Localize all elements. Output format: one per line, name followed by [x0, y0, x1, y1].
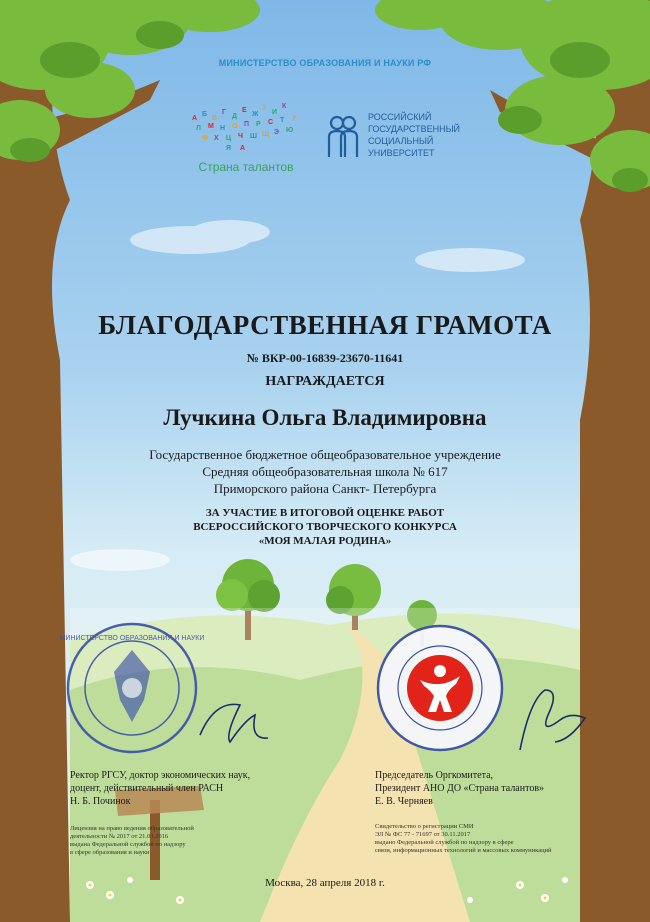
svg-text:Д: Д — [232, 113, 237, 120]
svg-text:Х: Х — [214, 135, 219, 142]
svg-text:Л: Л — [196, 125, 201, 132]
registration-line: ЭЛ № ФС 77 - 71697 от 30.11.2017 — [375, 831, 471, 838]
license-line: выдана Федеральной службой по надзору — [70, 841, 186, 848]
rector-line: Ректор РГСУ, доктор экономических наук, — [70, 770, 251, 781]
reason-line: ВСЕРОССИЙСКОГО ТВОРЧЕСКОГО КОНКУРСА — [193, 521, 457, 533]
svg-text:И: И — [272, 109, 278, 116]
svg-text:Т: Т — [280, 117, 285, 124]
ministry-header: МИНИСТЕРСТВО ОБРАЗОВАНИЯ И НАУКИ РФ — [218, 58, 432, 68]
reason-line: «МОЯ МАЛАЯ РОДИНА» — [258, 535, 392, 547]
rgsu-line: СОЦИАЛЬНЫЙ — [368, 136, 434, 146]
rector-signature-block — [70, 769, 300, 808]
svg-text:Ф: Ф — [202, 135, 208, 142]
recipient-name: Лучкина Ольга Владимировна — [163, 405, 487, 430]
institution-line: Приморского района Санкт- Петербурга — [213, 481, 437, 496]
svg-text:Б: Б — [202, 111, 208, 118]
svg-text:С: С — [268, 119, 274, 126]
institution — [0, 446, 650, 497]
president-line: Президент АНО ДО «Страна талантов» — [375, 783, 545, 794]
issue-date: Москва, 28 апреля 2018 г. — [265, 877, 385, 889]
rgsu-line: УНИВЕРСИТЕТ — [368, 148, 435, 158]
right-seal — [378, 626, 502, 750]
license-line: Лицензия на право ведения образовательной — [70, 825, 194, 832]
rgsu-logo-icon — [325, 113, 361, 159]
svg-text:Ю: Ю — [286, 127, 294, 134]
svg-text:В: В — [212, 115, 218, 122]
svg-text:Н: Н — [220, 125, 226, 132]
svg-text:МИНИСТЕРСТВО ОБРАЗОВАНИЯ И НАУ: МИНИСТЕРСТВО ОБРАЗОВАНИЯ И НАУКИ — [59, 635, 205, 642]
svg-text:З: З — [262, 105, 267, 112]
svg-text:П: П — [244, 121, 250, 128]
svg-text:Ц: Ц — [226, 135, 232, 142]
certificate-number: № ВКР-00-16839-23670-11641 — [246, 351, 404, 365]
svg-text:Э: Э — [274, 129, 279, 136]
reason-line: ЗА УЧАСТИЕ В ИТОГОВОЙ ОЦЕНКЕ РАБОТ — [205, 507, 445, 519]
svg-text:Щ: Щ — [262, 131, 270, 138]
registration-line: связи, информационных технологий и массовых коммуникаций — [375, 847, 552, 854]
institution-line: Средняя общеобразовательная школа № 617 — [202, 464, 448, 479]
svg-text:К: К — [282, 103, 287, 110]
certificate-title: БЛАГОДАРСТВЕННАЯ ГРАМОТА — [98, 310, 552, 340]
svg-text:Р: Р — [256, 121, 261, 128]
rgsu-name — [368, 111, 460, 159]
svg-text:Е: Е — [242, 107, 247, 114]
institution-line: Государственное бюджетное общеобразовательное учреждение — [149, 447, 501, 462]
svg-text:Я: Я — [226, 145, 232, 152]
svg-text:Ж: Ж — [252, 111, 259, 118]
svg-text:Ч: Ч — [238, 133, 243, 140]
strana-talantov-label: Страна талантов — [198, 160, 294, 174]
rector-name: Н. Б. Починок — [70, 796, 131, 807]
right-foliage — [375, 0, 650, 190]
svg-text:Г: Г — [222, 109, 226, 116]
rgsu-line: РОССИЙСКИЙ — [368, 112, 432, 122]
registration-line: Свидетельство о регистрации СМИ — [375, 823, 474, 830]
rgsu-line: ГОСУДАРСТВЕННЫЙ — [368, 124, 461, 134]
award-reason — [0, 506, 650, 548]
svg-text:А: А — [192, 115, 198, 122]
media-registration — [375, 823, 615, 855]
svg-text:М: М — [208, 123, 214, 130]
rector-line: доцент, действительный член РАСН — [70, 783, 224, 794]
president-name: Е. В. Черняев — [375, 796, 433, 807]
awarded-label: НАГРАЖДАЕТСЯ — [265, 374, 385, 389]
president-signature-block — [375, 769, 615, 808]
license-line: деятельности № 2017 от 21.03.2016 — [70, 833, 169, 840]
svg-text:А: А — [240, 145, 246, 152]
president-line: Председатель Оргкомитета, — [375, 770, 494, 781]
license-line: в сфере образования и науки — [70, 849, 150, 856]
svg-text:Ш: Ш — [250, 133, 258, 140]
svg-text:У: У — [292, 115, 297, 122]
registration-line: выдано Федеральной службой по надзору в сфере — [375, 839, 514, 846]
education-license — [70, 825, 230, 857]
svg-text:О: О — [232, 123, 238, 130]
